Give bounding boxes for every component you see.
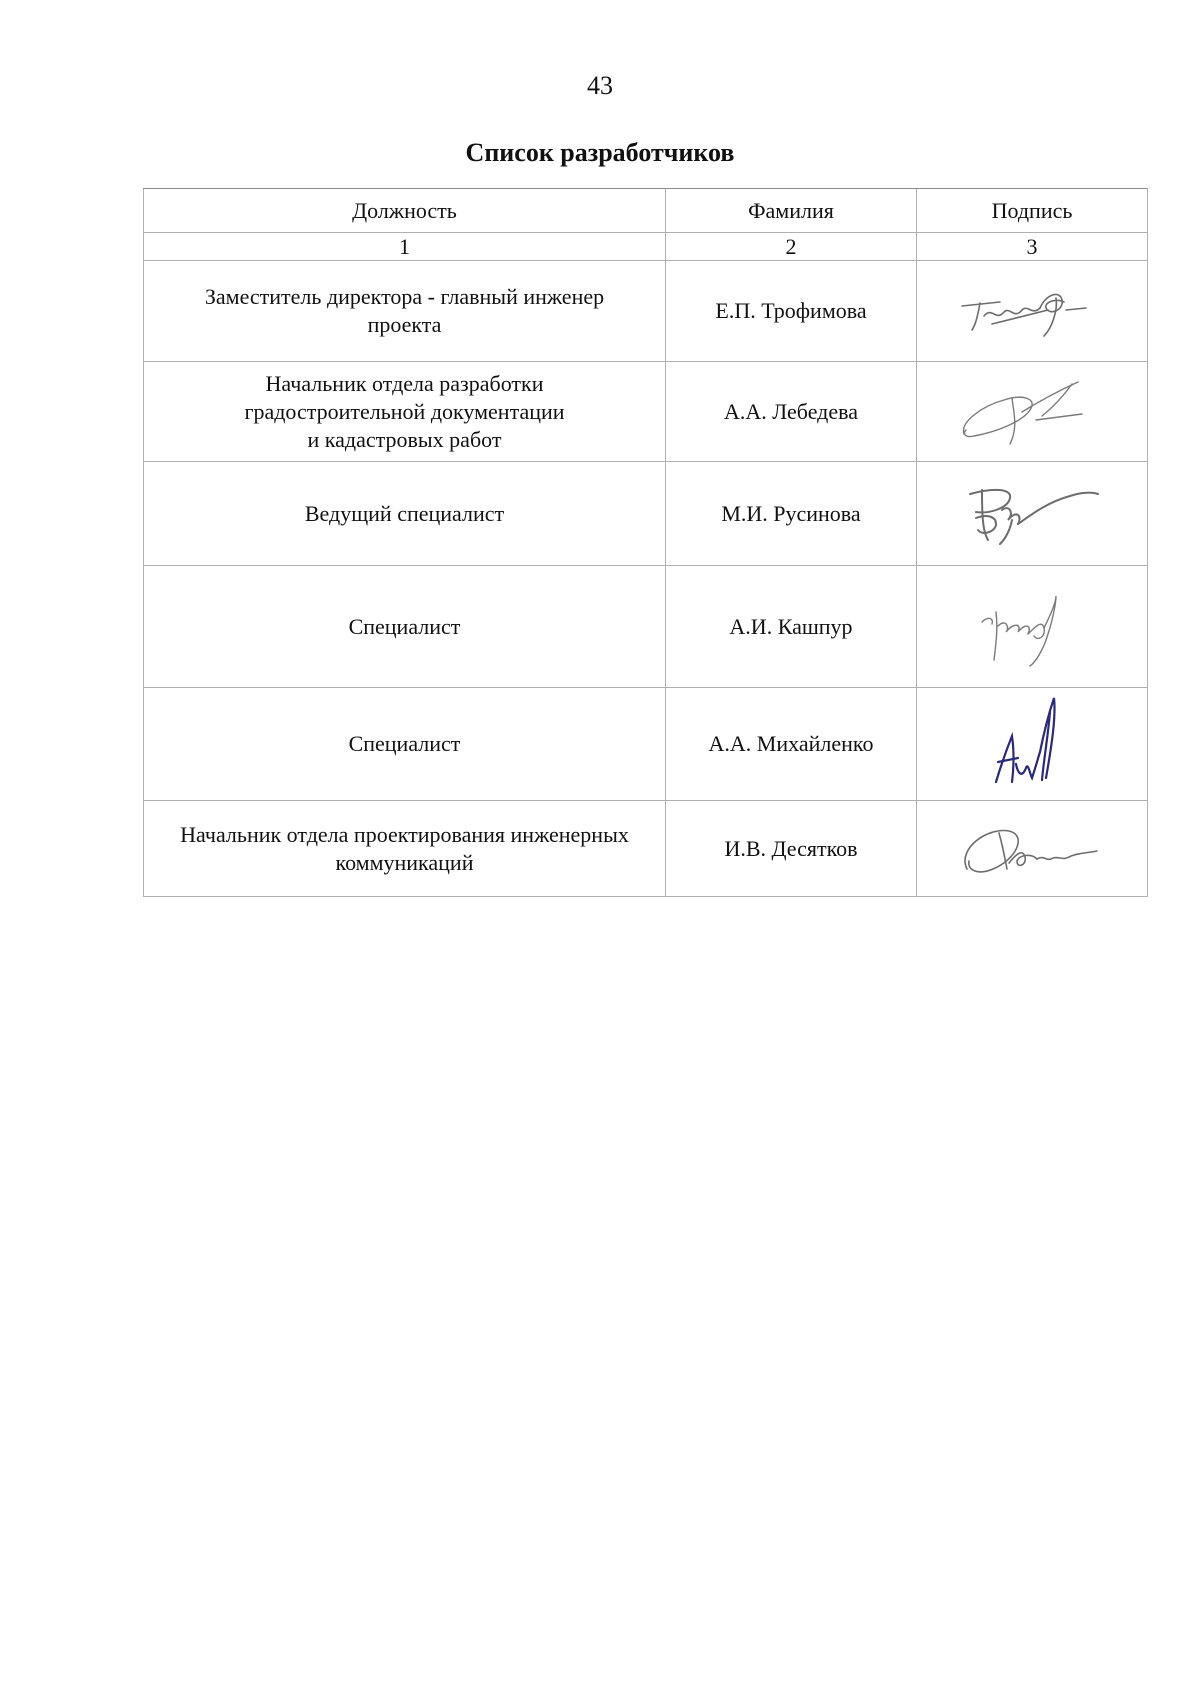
table-row — [144, 261, 1148, 362]
position-line: Заместитель директора - главный инженер — [204, 284, 605, 309]
position-line: Специалист — [348, 613, 461, 639]
table-row — [144, 566, 1148, 688]
position-cell — [144, 462, 666, 566]
page-title: Список разработчиков — [465, 138, 735, 167]
handwritten-signature-icon — [952, 276, 1112, 346]
position-cell — [144, 801, 666, 897]
signature-cell — [917, 566, 1148, 688]
position-line: Начальник отдела проектирования инженерных — [180, 821, 629, 847]
name-cell: М.И. Русинова — [666, 462, 917, 566]
name-cell: А.И. Кашпур — [666, 566, 917, 688]
developers-table — [143, 188, 1148, 897]
column-header-surname: Фамилия — [666, 189, 917, 233]
position-cell — [144, 688, 666, 801]
column-numbers-row — [144, 233, 1148, 261]
name-cell: И.В. Десятков — [666, 801, 917, 897]
position-line: проекта — [367, 312, 442, 337]
table-row — [144, 801, 1148, 897]
position-line: коммуникаций — [335, 849, 474, 875]
signature-cell — [917, 362, 1148, 462]
name-cell: А.А. Лебедева — [666, 362, 917, 462]
signature-cell — [917, 462, 1148, 566]
position-cell — [144, 362, 666, 462]
page-number: 43 — [587, 71, 613, 100]
column-number: 1 — [144, 233, 666, 261]
position-line: Начальник отдела разработки — [265, 370, 544, 396]
position-line: Ведущий специалист — [304, 500, 505, 526]
table-header-row — [144, 189, 1148, 233]
position-line: Специалист — [348, 731, 461, 756]
handwritten-signature-icon — [947, 809, 1117, 889]
handwritten-signature-icon — [952, 692, 1112, 796]
column-number: 2 — [666, 233, 917, 261]
column-number: 3 — [917, 233, 1148, 261]
column-header-signature: Подпись — [917, 189, 1148, 233]
handwritten-signature-icon — [952, 474, 1112, 554]
position-line: градостроительной документации — [244, 398, 565, 424]
column-header-position: Должность — [144, 189, 666, 233]
position-cell — [144, 566, 666, 688]
name-cell: А.А. Михайленко — [666, 688, 917, 801]
position-line: и кадастровых работ — [307, 426, 502, 452]
handwritten-signature-icon — [952, 372, 1112, 452]
signature-cell — [917, 801, 1148, 897]
position-cell — [144, 261, 666, 362]
table-row — [144, 688, 1148, 801]
signature-cell — [917, 261, 1148, 362]
table-row — [144, 362, 1148, 462]
table-row — [144, 462, 1148, 566]
handwritten-signature-icon — [952, 582, 1112, 672]
signature-cell — [917, 688, 1148, 801]
name-cell: Е.П. Трофимова — [666, 261, 917, 362]
